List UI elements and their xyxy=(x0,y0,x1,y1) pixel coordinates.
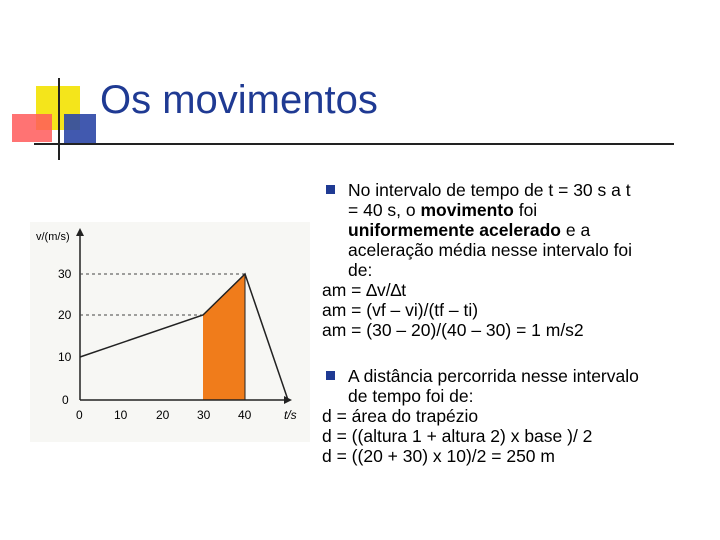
x-tick-40: 40 xyxy=(238,408,252,422)
x-tick-10: 10 xyxy=(114,408,128,422)
velocity-time-graph xyxy=(30,222,310,442)
bullet-distance xyxy=(322,366,702,406)
y-tick-0: 0 xyxy=(62,393,69,407)
x-axis-label: t/s xyxy=(284,408,297,422)
bullet1-line5: de: xyxy=(348,260,373,280)
title-divider xyxy=(34,143,674,145)
equation-am-definition: am = ∆v/∆t xyxy=(322,280,407,300)
y-tick-10: 10 xyxy=(58,350,72,364)
y-tick-30: 30 xyxy=(58,267,72,281)
equation-d-formula: d = ((altura 1 + altura 2) x base )/ 2 xyxy=(322,426,593,446)
bullet1-line3: uniformemente acelerado e a xyxy=(348,220,591,240)
bullet-square-icon xyxy=(326,185,335,194)
graph-svg xyxy=(30,222,310,442)
bullet2-line1: A distância percorrida nesse intervalo xyxy=(348,366,639,386)
bullet2-line2: de tempo foi de: xyxy=(348,386,474,406)
equation-d-result: d = ((20 + 30) x 10)/2 = 250 m xyxy=(322,446,555,466)
y-axis-label: v/(m/s) xyxy=(36,231,70,243)
bullet-interval xyxy=(322,180,702,280)
graph-background xyxy=(30,222,310,442)
red-square-decoration xyxy=(12,114,52,142)
x-tick-0: 0 xyxy=(76,408,83,422)
equation-d-area: d = área do trapézio xyxy=(322,406,479,426)
bullet-square-icon xyxy=(326,371,335,380)
bullet1-line4: aceleração média nesse intervalo foi xyxy=(348,240,633,260)
x-tick-30: 30 xyxy=(197,408,211,422)
equation-am-result: am = (30 – 20)/(40 – 30) = 1 m/s2 xyxy=(322,320,584,340)
content-text xyxy=(322,180,702,466)
x-tick-20: 20 xyxy=(156,408,170,422)
equation-am-formula: am = (vf – vi)/(tf – ti) xyxy=(322,300,479,320)
bullet1-line1: No intervalo de tempo de t = 30 s a t xyxy=(348,180,631,200)
blue-square-decoration xyxy=(64,114,96,144)
bullet1-line2: = 40 s, o movimento foi xyxy=(348,200,538,220)
vertical-rule-decoration xyxy=(58,78,60,160)
y-tick-20: 20 xyxy=(58,308,72,322)
slide-title: Os movimentos xyxy=(100,78,378,122)
